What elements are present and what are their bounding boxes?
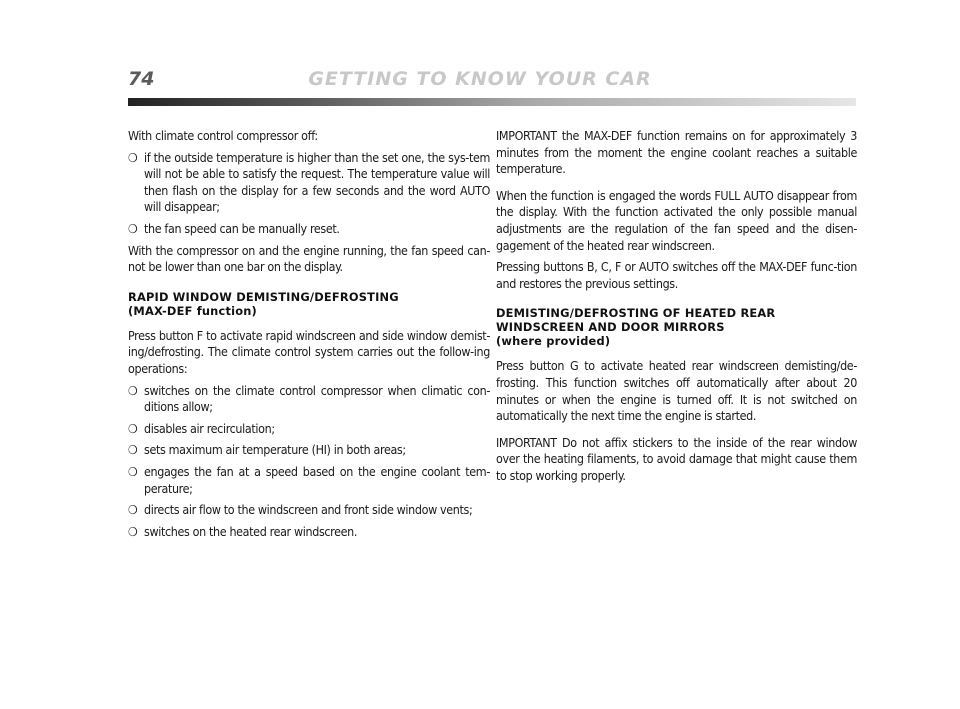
list-item: ❍ if the outside temperature is higher than the set one, the sys-tem will not be able to satisfy the request. The temperature value will then flash on the display for a few seconds and the word AUTO will disappear;	[128, 149, 490, 215]
bullet-icon: ❍	[128, 503, 138, 518]
bullet-icon: ❍	[128, 443, 138, 458]
list-item: ❍ switches on the climate control compressor when climatic con-ditions allow;	[128, 382, 490, 415]
intro-text: With climate control compressor off:	[128, 128, 318, 143]
list-item: ❍ engages the fan at a speed based on the engine coolant tem-perature;	[128, 463, 490, 496]
bullet-icon: ❍	[128, 421, 138, 436]
important-note-stickers: IMPORTANT Do not affix stickers to the inside of the rear window over the heating filaments, to avoid damage that might cause them to stop working properly.	[496, 434, 857, 483]
bullet-icon: ❍	[128, 221, 138, 236]
section-heading-max-def: RAPID WINDOW DEMISTING/DEFROSTING (MAX-DEF function)	[128, 289, 399, 318]
paragraph-full-auto: When the function is engaged the words FULL AUTO disappear from the display. With the function activated the only possible manual adjustments are the regulation of the fan speed and the disen-gagement of the heated rear windscreen.	[496, 187, 857, 253]
list-item: ❍ directs air flow to the windscreen and front side window vents;	[128, 502, 473, 518]
page-number: 74	[128, 68, 155, 90]
paragraph-compressor-on: With the compressor on and the engine running, the fan speed can-not be lower than one bar on the display.	[128, 242, 490, 275]
list-item: ❍ the fan speed can be manually reset.	[128, 220, 340, 236]
important-note-max-def: IMPORTANT the MAX-DEF function remains on for approximately 3 minutes from the moment the engine coolant reaches a suitable temperature.	[496, 128, 857, 177]
list-item: ❍ disables air recirculation;	[128, 420, 275, 436]
paragraph-press-g: Press button G to activate heated rear windscreen demisting/de-frosting. This function switches off automatically after about 20 minutes or when the engine is turned off. It is not switched on automatically the next time the engine is started.	[496, 358, 857, 424]
bullet-list-compressor-off	[128, 150, 490, 238]
bullet-icon: ❍	[128, 150, 138, 165]
paragraph-buttons-off: Pressing buttons B, C, F or AUTO switches off the MAX-DEF func-tion and restores the previous settings.	[496, 259, 857, 291]
bullet-icon: ❍	[128, 464, 138, 479]
left-column	[128, 128, 490, 545]
bullet-icon: ❍	[128, 524, 138, 539]
list-item: ❍ sets maximum air temperature (HI) in both areas;	[128, 442, 406, 458]
bullet-icon: ❍	[128, 383, 138, 398]
list-item: ❍ switches on the heated rear windscreen.	[128, 523, 358, 539]
right-column	[496, 128, 857, 490]
section-heading-heated-rear: DEMISTING/DEFROSTING OF HEATED REAR WINDSCREEN AND DOOR MIRRORS (where provided)	[496, 306, 776, 349]
page-header-title: GETTING TO KNOW YOUR CAR	[308, 68, 652, 90]
header-rule	[128, 98, 856, 106]
bullet-list-max-def-operations	[128, 383, 490, 541]
paragraph-press-f: Press button F to activate rapid windscreen and side window demist-ing/defrosting. The climate control system carries out the follow-ing operations:	[128, 327, 490, 376]
